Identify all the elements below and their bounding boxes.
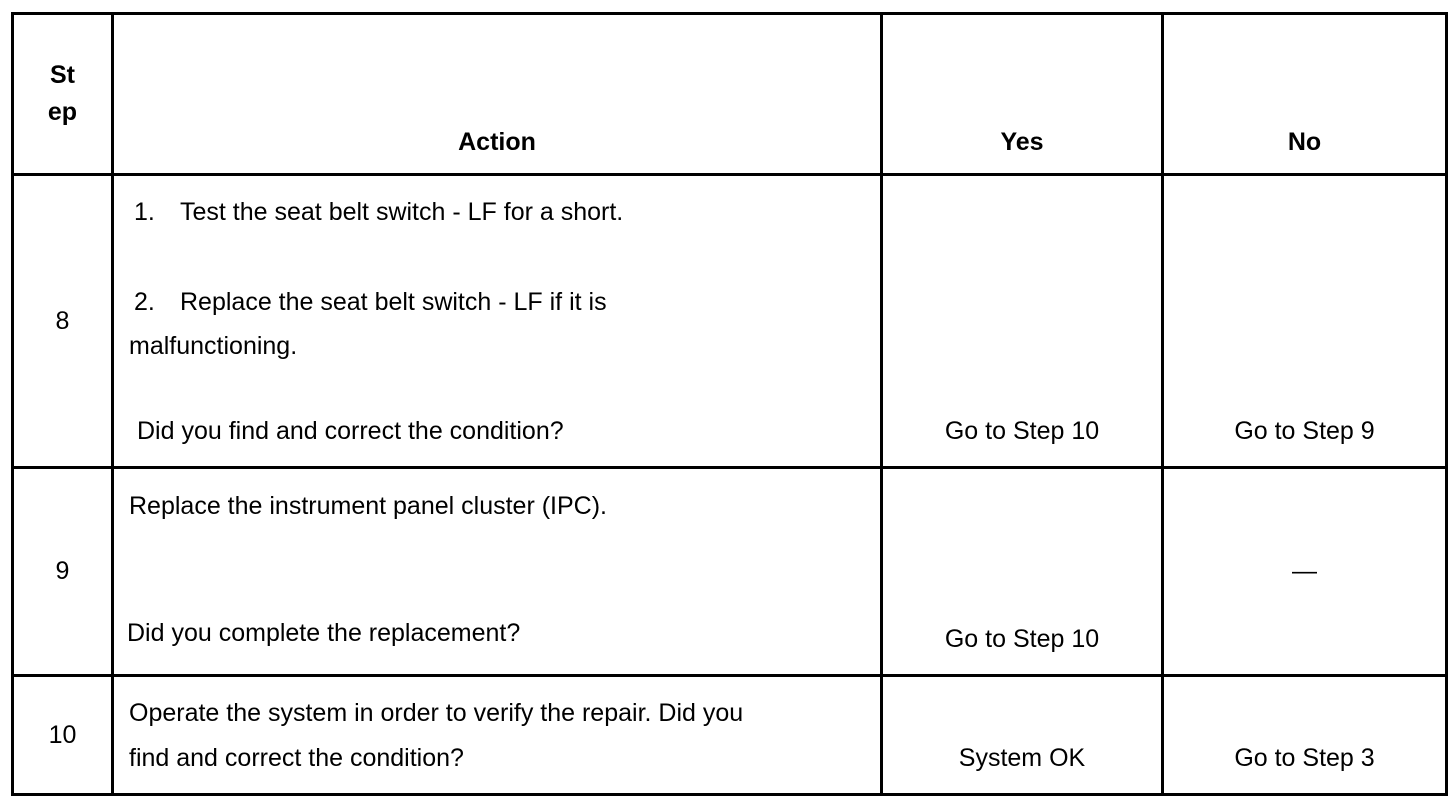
no-outcome-cell <box>1163 468 1447 676</box>
action-item-2 <box>134 290 607 315</box>
action-cell <box>113 175 882 468</box>
no-outcome-dash: — <box>1292 557 1317 585</box>
step-header-line2: ep <box>47 98 78 126</box>
action-item-2-text: Replace the seat belt switch - LF if it is <box>180 288 607 316</box>
step-number: 10 <box>13 676 113 795</box>
action-text-line2: find and correct the condition? <box>129 744 464 772</box>
no-outcome: Go to Step 3 <box>1234 744 1375 772</box>
action-question: Did you complete the replacement? <box>127 619 521 647</box>
action-item-1-number: 1. <box>134 198 155 226</box>
yes-column-header: Yes <box>882 14 1163 175</box>
action-question: Did you find and correct the condition? <box>137 417 564 445</box>
step-number: 8 <box>13 175 113 468</box>
table-header-row <box>13 14 1447 175</box>
action-cell <box>113 468 882 676</box>
action-cell <box>113 676 882 795</box>
table-row-step-10 <box>13 676 1447 795</box>
yes-outcome-cell <box>882 175 1163 468</box>
action-item-2-continuation: malfunctioning. <box>129 332 298 360</box>
table-row-step-9 <box>13 468 1447 676</box>
diagnostic-table-container <box>11 12 1445 780</box>
yes-outcome: Go to Step 10 <box>944 625 1100 653</box>
action-text: Replace the instrument panel cluster (IPC). <box>129 492 607 520</box>
diagnostic-step-table <box>11 12 1448 796</box>
step-number: 9 <box>13 468 113 676</box>
step-header-line1: St <box>50 60 75 89</box>
yes-outcome-cell <box>882 468 1163 676</box>
action-text-line1: Operate the system in order to verify the repair. Did you <box>129 699 744 727</box>
no-outcome: Go to Step 9 <box>1234 417 1375 445</box>
no-column-header: No <box>1163 14 1447 175</box>
action-item-2-number: 2. <box>134 288 155 316</box>
yes-outcome: Go to Step 10 <box>944 417 1100 445</box>
no-outcome-cell <box>1163 175 1447 468</box>
step-column-header <box>13 14 113 175</box>
yes-outcome: System OK <box>958 744 1086 772</box>
yes-outcome-cell <box>882 676 1163 795</box>
action-column-header: Action <box>113 14 882 175</box>
action-item-1-text: Test the seat belt switch - LF for a short. <box>180 198 624 226</box>
action-item-1 <box>134 200 623 225</box>
table-row-step-8 <box>13 175 1447 468</box>
no-outcome-cell <box>1163 676 1447 795</box>
